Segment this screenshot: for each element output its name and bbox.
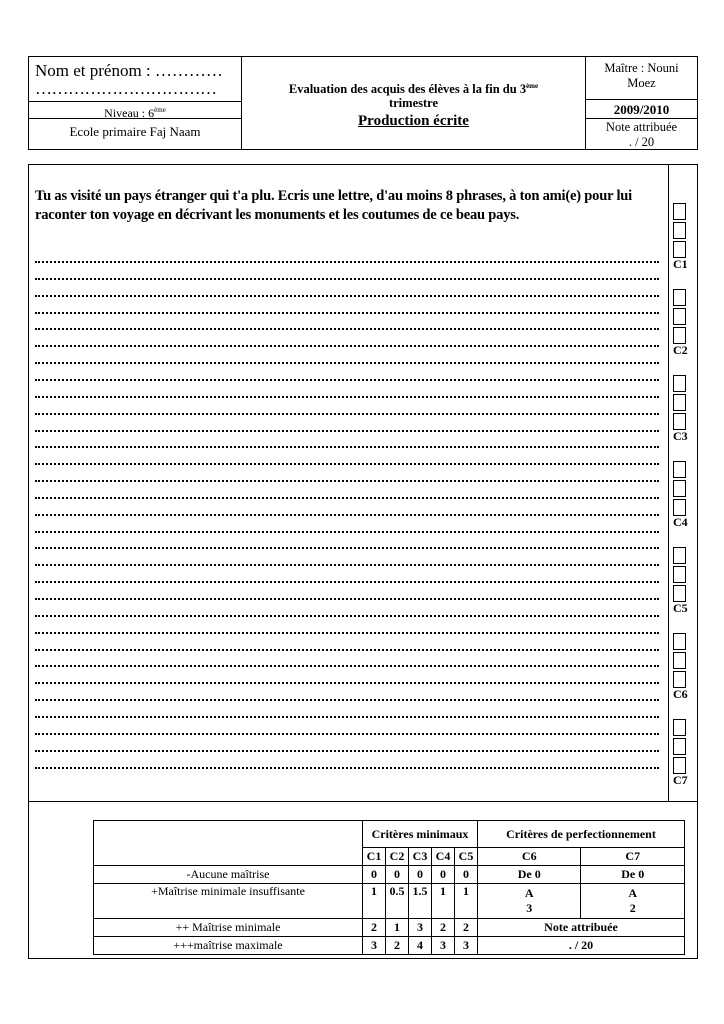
criterion-label: C4 [673, 515, 688, 529]
score-cell: 0 [409, 866, 432, 884]
writing-line[interactable] [35, 497, 659, 499]
col-header-c2: C2 [386, 848, 409, 866]
name-field-label[interactable]: Nom et prénom : ………… [35, 61, 223, 80]
grade-label: Note attribuée [605, 120, 678, 134]
score-cell: 1 [455, 884, 478, 919]
writing-line[interactable] [35, 261, 659, 263]
col-header-c4: C4 [432, 848, 455, 866]
criterion-group-c3 [673, 375, 693, 442]
score-cell-c6: A 3 [478, 884, 581, 919]
criterion-group-c2 [673, 289, 693, 356]
criterion-checkbox[interactable] [673, 461, 686, 478]
writing-line[interactable] [35, 312, 659, 314]
score-cell: 4 [409, 937, 432, 955]
writing-section [28, 164, 698, 959]
school-name: Ecole primaire Faj Naam [69, 124, 201, 139]
section-divider [29, 801, 697, 802]
score-cell: 0 [363, 866, 386, 884]
grade-value: . / 20 [628, 135, 655, 149]
col-header-c3: C3 [409, 848, 432, 866]
criterion-checkbox[interactable] [673, 375, 686, 392]
score-cell: 1 [363, 884, 386, 919]
criterion-group-c4 [673, 461, 693, 528]
criterion-checkbox[interactable] [673, 308, 686, 325]
writing-area [29, 165, 669, 801]
criterion-label: C1 [673, 257, 688, 271]
score-cell: 0 [455, 866, 478, 884]
criterion-checkbox[interactable] [673, 633, 686, 650]
evaluation-description: Evaluation des acquis des élèves à la fin du 3ème trimestre [288, 82, 539, 111]
instructions-text: Tu as visité un pays étranger qui t'a plu. Ecris une lettre, d'au moins 8 phrases, à ton ami(e) pour lui raconter ton voyage en décrivant les monuments et les coutumes de ce beau pays. [35, 188, 633, 223]
teacher-info-column [586, 57, 697, 149]
criterion-checkbox[interactable] [673, 413, 686, 430]
criterion-label: C5 [673, 601, 688, 615]
criterion-group-c6 [673, 633, 693, 700]
grading-table [93, 820, 685, 955]
score-cell: 2 [455, 919, 478, 937]
row-label: +Maîtrise minimale insuffisante [94, 884, 363, 919]
grading-row-none [94, 866, 685, 884]
score-cell: 3 [455, 937, 478, 955]
criterion-group-c1 [673, 203, 693, 270]
criterion-checkbox[interactable] [673, 547, 686, 564]
col-header-c7: C7 [581, 848, 685, 866]
writing-line[interactable] [35, 531, 659, 533]
criterion-group-c7 [673, 719, 693, 786]
score-cell: 2 [432, 919, 455, 937]
criterion-checkbox[interactable] [673, 499, 686, 516]
grading-row-minimal [94, 919, 685, 937]
criterion-checkbox[interactable] [673, 222, 686, 239]
level-label: Niveau : 6ème [29, 101, 241, 119]
writing-line[interactable] [35, 682, 659, 684]
writing-line[interactable] [35, 480, 659, 482]
writing-line[interactable] [35, 514, 659, 516]
writing-line[interactable] [35, 295, 659, 297]
criterion-label: C3 [673, 429, 688, 443]
row-label: ++ Maîtrise minimale [94, 919, 363, 937]
criterion-checkbox[interactable] [673, 289, 686, 306]
writing-line[interactable] [35, 716, 659, 718]
row-label: +++maîtrise maximale [94, 937, 363, 955]
score-cell: 0 [386, 866, 409, 884]
name-field-dots: …………………………… [35, 79, 217, 98]
minimal-criteria-header: Critères minimaux [363, 821, 478, 848]
score-cell: 1.5 [409, 884, 432, 919]
writing-line[interactable] [35, 446, 659, 448]
writing-line[interactable] [35, 632, 659, 634]
writing-line[interactable] [35, 328, 659, 330]
final-grade-label: Note attribuée [478, 919, 685, 937]
writing-line[interactable] [35, 463, 659, 465]
criterion-checkbox[interactable] [673, 394, 686, 411]
score-cell: 3 [432, 937, 455, 955]
criterion-checkbox[interactable] [673, 671, 686, 688]
criterion-checkbox[interactable] [673, 327, 686, 344]
writing-lines[interactable] [35, 261, 659, 791]
student-info-column [29, 57, 242, 149]
grading-row-maximal [94, 937, 685, 955]
writing-line[interactable] [35, 598, 659, 600]
criterion-label: C6 [673, 687, 688, 701]
score-cell: 2 [363, 919, 386, 937]
criterion-checkbox[interactable] [673, 480, 686, 497]
final-grade-value[interactable]: . / 20 [478, 937, 685, 955]
writing-line[interactable] [35, 750, 659, 752]
grading-row-insufficient [94, 884, 685, 919]
writing-line[interactable] [35, 345, 659, 347]
col-header-c1: C1 [363, 848, 386, 866]
writing-line[interactable] [35, 615, 659, 617]
writing-line[interactable] [35, 564, 659, 566]
header-table [28, 56, 698, 150]
criterion-label: C2 [673, 343, 688, 357]
school-year: 2009/2010 [586, 99, 697, 119]
writing-line[interactable] [35, 278, 659, 280]
perfection-criteria-header: Critères de perfectionnement [478, 821, 685, 848]
grading-empty-corner [94, 821, 363, 866]
grading-header-row [94, 821, 685, 848]
writing-line[interactable] [35, 665, 659, 667]
criterion-checkbox[interactable] [673, 566, 686, 583]
score-cell: 2 [386, 937, 409, 955]
score-cell: 1 [432, 884, 455, 919]
teacher-name: Maître : Nouni Moez [604, 61, 679, 90]
criterion-checkbox[interactable] [673, 652, 686, 669]
score-cell-c6: De 0 [478, 866, 581, 884]
writing-line[interactable] [35, 547, 659, 549]
criterion-group-c5 [673, 547, 693, 614]
exam-title: Production écrite [358, 113, 469, 129]
writing-line[interactable] [35, 413, 659, 415]
row-label: -Aucune maîtrise [94, 866, 363, 884]
criterion-checkbox[interactable] [673, 719, 686, 736]
score-cell: 0.5 [386, 884, 409, 919]
writing-line[interactable] [35, 379, 659, 381]
writing-line[interactable] [35, 430, 659, 432]
col-header-c6: C6 [478, 848, 581, 866]
exam-title-column [242, 57, 586, 149]
criterion-checkbox[interactable] [673, 203, 686, 220]
criterion-checkbox[interactable] [673, 757, 686, 774]
criterion-checkbox[interactable] [673, 585, 686, 602]
writing-line[interactable] [35, 581, 659, 583]
criterion-checkbox[interactable] [673, 241, 686, 258]
writing-line[interactable] [35, 396, 659, 398]
criterion-label: C7 [673, 773, 688, 787]
criterion-checkbox[interactable] [673, 738, 686, 755]
score-cell-c7: A 2 [581, 884, 685, 919]
col-header-c5: C5 [455, 848, 478, 866]
writing-line[interactable] [35, 767, 659, 769]
score-cell: 1 [386, 919, 409, 937]
grade-field[interactable] [586, 120, 697, 150]
writing-line[interactable] [35, 733, 659, 735]
writing-line[interactable] [35, 649, 659, 651]
writing-line[interactable] [35, 699, 659, 701]
writing-line[interactable] [35, 362, 659, 364]
score-cell: 0 [432, 866, 455, 884]
criteria-marks-column [669, 165, 697, 801]
score-cell: 3 [363, 937, 386, 955]
score-cell: 3 [409, 919, 432, 937]
score-cell-c7: De 0 [581, 866, 685, 884]
